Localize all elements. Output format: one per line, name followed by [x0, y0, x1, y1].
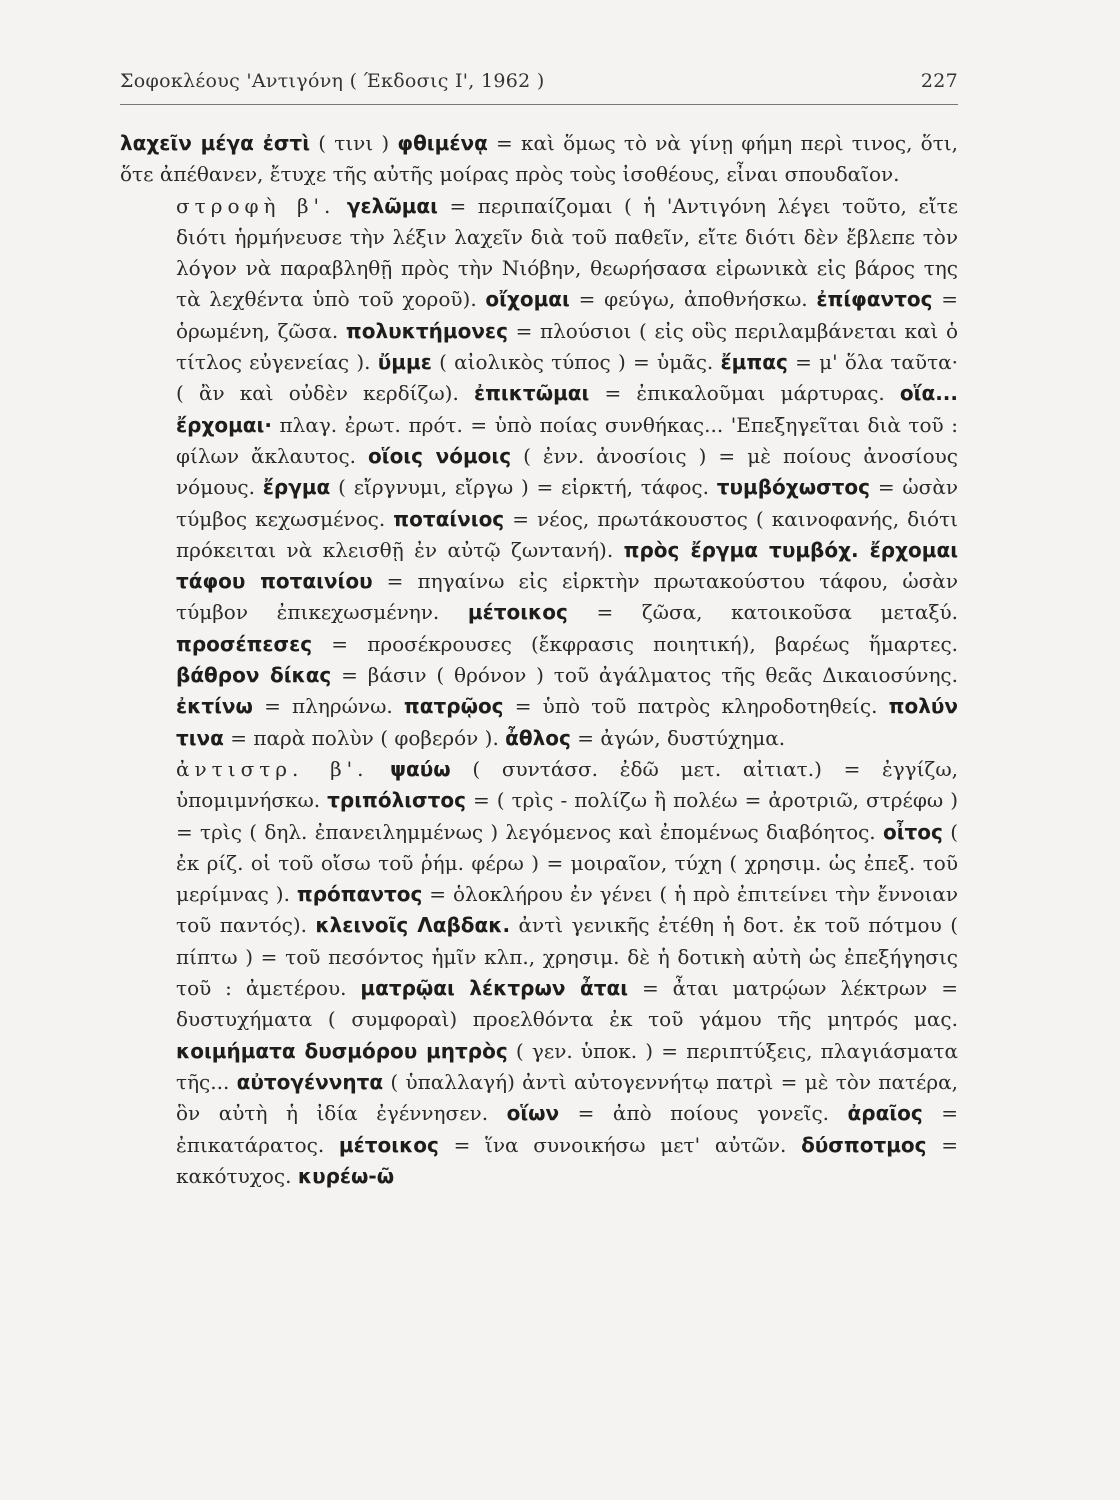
gloss-text: = καὶ ὅμως τὸ νὰ γίνῃ φήμη περὶ τινος, ὅτι, ὅτε ἀπέθανεν, ἔτυχε τῆς αὐτῆς μοίρας πρὸς τοὺς ἰσοθέους, εἶναι σπουδαῖον.: [120, 131, 958, 187]
lemma-term: οἵων: [506, 1101, 560, 1126]
lemma-term: ἐπικτῶμαι: [473, 381, 590, 406]
lemma-term: ἐπίφαντος: [816, 287, 933, 312]
gloss-text: ( ἐνν. ἀνοσίοις ) = μὲ ποίους ἀνοσίους νόμους.: [176, 443, 958, 500]
gloss-text: = ἵνα συνοικήσω μετ' αὐτῶν.: [438, 1132, 802, 1157]
lemma-term: πρόπαντος: [296, 882, 423, 907]
paragraph-antistrophe: [120, 754, 958, 1192]
gloss-text: ( ὑπαλλαγή) ἀντὶ αὐτογεννήτῳ πατρὶ = μὲ τὸν πατέρα, ὃν αὐτὴ ἡ ἰδία ἐγέννησεν.: [176, 1069, 958, 1126]
lemma-term: μέτοικος: [338, 1132, 439, 1157]
lemma-term: ἀραῖος: [847, 1101, 923, 1126]
gloss-text: [369, 757, 391, 781]
gloss-text: = ἀπὸ ποίους γονεῖς.: [559, 1101, 848, 1126]
gloss-text: ( γεν. ὑποκ. ) = περιπτύξεις, πλαγιάσματα τῆς...: [176, 1038, 959, 1094]
lemma-term: λαχεῖν μέγα ἐστὶ: [120, 131, 310, 155]
lemma-term: οἵοις νόμοις: [368, 443, 512, 468]
gloss-text: = πηγαίνω εἰς εἱρκτὴν πρωτακούστου τάφου, ὡσὰν τύμβον ἐπικεχωσμένην.: [176, 569, 958, 625]
gloss-text: ( εἴργνυμι, εἴργω ) = εἱρκτή, τάφος.: [330, 475, 717, 500]
lemma-term: τυμβόχωστος: [716, 475, 871, 500]
running-header: [120, 70, 958, 92]
gloss-text: ( ἐκ ρίζ. οἱ τοῦ οἴσω τοῦ ῥήμ. φέρω ) = μοιραῖον, τύχη ( χρησιμ. ὡς ἐπεξ. τοῦ μερίμνας ).: [176, 819, 958, 907]
gloss-text: = κακότυχος.: [176, 1132, 958, 1188]
lemma-term: γελῶμαι: [346, 193, 438, 218]
lemma-term: οἶτος: [882, 819, 943, 844]
gloss-text: = ἀγών, δυστύχημα.: [570, 725, 786, 750]
section-label: ἀντιστρ. β'.: [176, 756, 369, 781]
lemma-term: ἔργμα: [262, 475, 331, 500]
lemma-term: δύσποτμος: [801, 1132, 927, 1157]
header-rule: [120, 104, 958, 105]
lemma-term: κυρέω-ῶ: [297, 1163, 395, 1188]
gloss-text: = βάσιν ( θρόνον ) τοῦ ἀγάλματος τῆς θεᾶς Δικαιοσύνης.: [331, 663, 958, 688]
lemma-term: τριπόλιστος: [327, 788, 466, 813]
gloss-text: ( τινι ): [310, 131, 398, 155]
gloss-text: = πλούσιοι ( εἰς οὓς περιλαμβάνεται καὶ ὁ τίτλος εὐγενείας ).: [176, 318, 959, 375]
lemma-term: πολυκτήμονες: [345, 318, 508, 343]
lemma-term: πολύν τινα: [176, 694, 958, 750]
gloss-text: = προσέκρουσες (ἔκφρασις ποιητική), βαρέως ἥμαρτες.: [312, 631, 958, 656]
gloss-text: = μ' ὅλα ταῦτα· ( ἂν καὶ οὐδὲν κερδίζω).: [176, 350, 958, 406]
gloss-text: = παρὰ πολὺν ( φοβερόν ).: [223, 725, 506, 750]
lemma-term: οἵα... ἔρχομαι·: [176, 381, 958, 437]
lemma-term: κλεινοῖς Λαβδακ.: [315, 913, 511, 938]
gloss-text: = πληρώνω.: [252, 694, 404, 719]
gloss-text: [335, 194, 347, 218]
gloss-text: = ἆται ματρῴων λέκτρων = δυστυχήματα ( συμφοραὶ) προελθόντα ἐκ τοῦ γάμου τῆς μητρός μας.: [176, 976, 959, 1032]
lemma-term: ἐκτίνω: [176, 694, 253, 719]
gloss-text: = περιπαίζομαι ( ἡ 'Αντιγόνη λέγει τοῦτο, εἴτε διότι ἡρμήνευσε τὴν λέξιν λαχεῖν διὰ τοῦ παθεῖν, εἴτε διότι δὲν ἔβλεπε τὸν λόγον νὰ παραβληθῇ πρὸς τὴν Νιόβην, θεωρήσασα εἰρωνικὰ εἰς βάρος της τὰ λεχθέντα ὑπὸ τοῦ χοροῦ).: [176, 193, 958, 312]
lemma-term: βάθρον δίκας: [176, 663, 332, 688]
section-label: στροφὴ β'.: [176, 193, 336, 218]
lemma-term: ματρῷαι λέκτρων ἆται: [360, 976, 629, 1001]
gloss-text: = νέος, πρωτάκουστος ( καινοφανής, διότι πρόκειται νὰ κλεισθῇ ἐν αὐτῷ ζωντανή).: [176, 506, 958, 562]
commentary-text: [120, 128, 958, 1192]
gloss-text: = ὁρωμένη, ζῶσα.: [176, 287, 958, 343]
lemma-term: ὔμμε: [377, 350, 432, 375]
gloss-text: πλαγ. ἐρωτ. πρότ. = ὑπὸ ποίας συνθήκας... 'Επεξηγεῖται διὰ τοῦ : φίλων ἄκλαυτος.: [176, 412, 958, 468]
lemma-term: μέτοικος: [467, 600, 568, 625]
lemma-term: πατρῷος: [403, 694, 504, 719]
gloss-text: = ἐπικατάρατος.: [176, 1101, 958, 1157]
lemma-term: ἔμπας: [720, 350, 788, 375]
paragraph: [120, 128, 958, 191]
gloss-text: ( αἰολικὸς τύπος ) = ὑμᾶς.: [431, 350, 721, 375]
header-title: Σοφοκλέους 'Αντιγόνη ( Έκδοσις Ι', 1962 ): [120, 70, 545, 92]
lemma-term: πρὸς ἔργμα τυμβόχ. ἔρχομαι τάφου ποταινίου: [176, 537, 959, 594]
paragraph-strophe: [120, 191, 958, 754]
gloss-text: = ὑπὸ τοῦ πατρὸς κληροδοτηθείς.: [503, 694, 889, 719]
lemma-term: προσέπεσες: [176, 631, 313, 656]
gloss-text: = ὡσὰν τύμβος κεχωσμένος.: [176, 475, 958, 531]
lemma-term: αὐτογέννητα: [236, 1069, 384, 1094]
gloss-text: = ἐπικαλοῦμαι μάρτυρας.: [589, 381, 900, 406]
gloss-text: = φεύγω, ἀποθνήσκω.: [569, 287, 817, 312]
gloss-text: = ( τρὶς - πολίζω ἢ πολέω = ἀροτριῶ, στρέφω ) = τρὶς ( δηλ. ἐπανειλημμένως ) λεγόμενος καὶ ἐπομένως διαβόητος.: [176, 788, 958, 844]
gloss-text: = ὁλοκλήρου ἐν γένει ( ἡ πρὸ ἐπιτείνει τὴν ἔννοιαν τοῦ παντός).: [176, 882, 958, 938]
gloss-text: = ζῶσα, κατοικοῦσα μεταξύ.: [567, 600, 958, 625]
page-number: 227: [920, 70, 958, 92]
lemma-term: κοιμήματα δυσμόρου μητρὸς: [176, 1038, 508, 1063]
lemma-term: φθιμένᾳ: [397, 131, 488, 155]
gloss-text: ( συντάσσ. ἐδῶ μετ. αἰτιατ.) = ἐγγίζω, ὑπομιμνήσκω.: [176, 756, 958, 813]
lemma-term: οἴχομαι: [485, 287, 570, 312]
lemma-term: ἆθλος: [505, 725, 571, 750]
gloss-text: ἀντὶ γενικῆς ἐτέθη ἡ δοτ. ἐκ τοῦ πότμου ( πίπτω ) = τοῦ πεσόντος ἡμῖν κλπ., χρησιμ. δὲ ἡ δοτικὴ αὐτὴ ὡς ἐπεξήγησις τοῦ : ἀμετέρου.: [176, 913, 958, 1001]
lemma-term: ψαύω: [390, 756, 451, 781]
lemma-term: ποταίνιος: [393, 506, 505, 531]
